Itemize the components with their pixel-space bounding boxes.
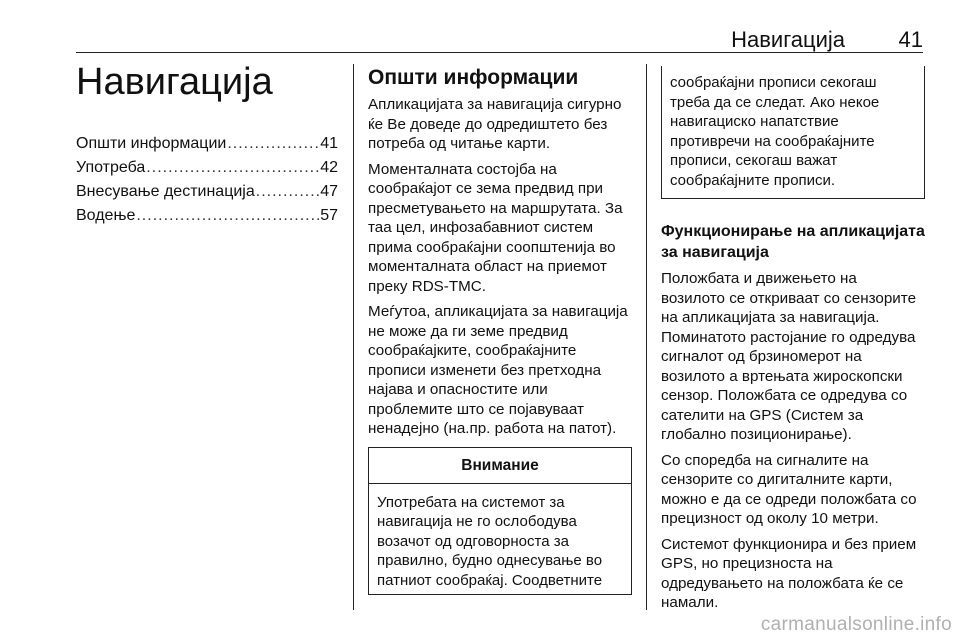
paragraph: Положбата и движењето на возилото се откриваат со сензорите на апликацијата за навигација. Поминатото растојание го одредува сигналот од брзиномерот на возилото а вртењата жироскопски сензор. Положбата се одредува со сателити на GPS (Систем за глобално позиционирање). bbox=[661, 270, 917, 443]
page-header bbox=[76, 28, 923, 53]
paragraph: Со споредба на сигналите на сензорите со дигиталните карти, можно е да се одреди положбата со прецизност од околу 10 метри. bbox=[661, 451, 917, 527]
running-header-title: Навигација bbox=[731, 27, 845, 52]
toc-item-label: Внесување дестинација bbox=[76, 183, 255, 200]
function-column bbox=[661, 66, 925, 619]
toc-item-label: Употреба bbox=[76, 159, 146, 176]
watermark: carmanualsonline.info bbox=[760, 614, 952, 635]
toc-leader-dots bbox=[256, 180, 319, 204]
general-info-column bbox=[368, 66, 632, 595]
warning-text: Употребата на системот за навигација не го ослободува возачот од одговорноста за правилно, будно однесување во патниот сообраќај. Соодветните bbox=[377, 493, 603, 589]
toc-item-label: Општи информации bbox=[76, 135, 227, 152]
toc-item-page: 57 bbox=[320, 207, 338, 224]
page-number: 41 bbox=[898, 27, 923, 52]
warning-box bbox=[368, 447, 632, 596]
section-heading-function: Функционирање на апликацијата за навигација bbox=[661, 223, 925, 261]
paragraph: Моменталната состојба на сообраќајот се зема предвид при пресметувањето на маршрутата. За таа цел, инфозабавниот систем прима сообраќајни соопштенија во моменталната област на приемот преку RDS-TMC. bbox=[368, 160, 623, 295]
paragraph: Меѓутоа, апликацијата за навигација не може да ги земе предвид сообраќајките, сообраќајните прописи изменети без претходна најава и опасностите или проблемите што се појавуваат ненадејно (на.пр. работа на патот). bbox=[368, 303, 628, 437]
section-heading-general-info: Општи информации bbox=[368, 66, 579, 89]
toc-column bbox=[76, 60, 338, 228]
chapter-title: Навигација bbox=[76, 61, 273, 103]
toc-item[interactable] bbox=[76, 180, 338, 204]
toc-leader-dots bbox=[146, 156, 319, 180]
toc-item-page: 42 bbox=[320, 159, 338, 176]
toc-item[interactable] bbox=[76, 132, 338, 156]
column-divider-right bbox=[646, 64, 647, 610]
column-divider-left bbox=[353, 64, 354, 610]
warning-box-continued: сообраќајни прописи секогаш треба да се следат. Ако некое навигациско напатствие противречи на сообраќајните прописи, секогаш важат сообраќајните прописи. bbox=[661, 66, 925, 199]
toc-item-page: 41 bbox=[320, 135, 338, 152]
warning-title: Внимание bbox=[369, 448, 631, 484]
toc-item-page: 47 bbox=[320, 183, 338, 200]
paragraph: Системот функционира и без прием GPS, но прецизноста на одредувањето на положбата ќе се намали. bbox=[661, 535, 917, 611]
toc-leader-dots bbox=[136, 204, 319, 228]
toc-item-label: Водење bbox=[76, 207, 136, 224]
table-of-contents bbox=[76, 132, 338, 228]
toc-item[interactable] bbox=[76, 156, 338, 180]
toc-item[interactable] bbox=[76, 204, 338, 228]
paragraph: Апликацијата за навигација сигурно ќе Ве доведе до одредиштето без потреба од читање карти. bbox=[368, 96, 622, 152]
toc-leader-dots bbox=[227, 132, 319, 156]
